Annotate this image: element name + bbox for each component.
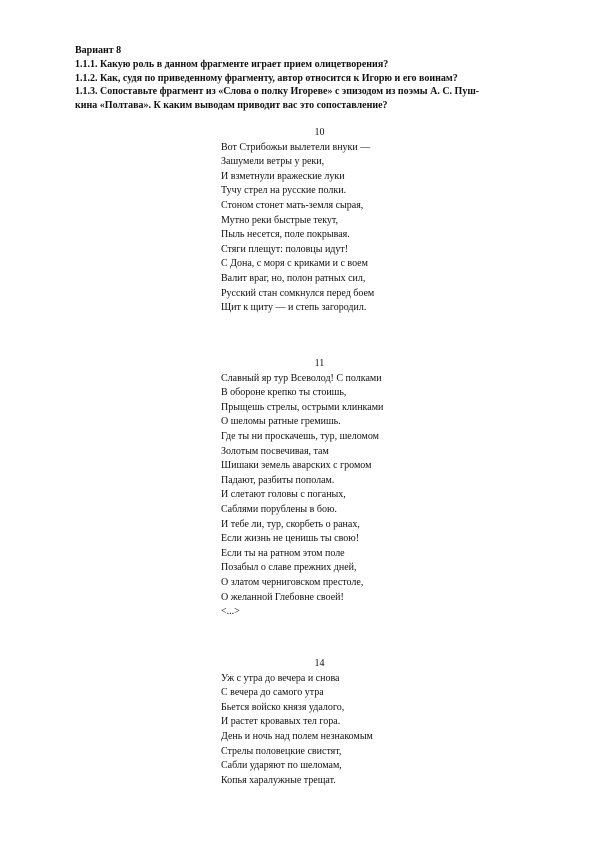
section-number: 10 (314, 127, 325, 138)
poem-section-11 (221, 357, 461, 620)
variant-title: Вариант 8 (75, 45, 122, 56)
poem-line: Тучу стрел на русские полки. (221, 185, 347, 197)
poem-line: Русский стан сомкнулся перед боем (221, 287, 375, 299)
question-1-1-3-line-1: 1.1.3. Сопоставьте фрагмент из «Слова о полку Игореве» с эпизодом из поэмы А. С. Пуш- (75, 86, 480, 98)
poem-line: Славный яр тур Всеволод! С полками (221, 372, 382, 384)
poem-line: Падают, разбиты пополам. (221, 474, 335, 486)
poem-line: Позабыл о славе прежних дней, (221, 562, 357, 574)
question-1-1-2: 1.1.2. Как, судя по приведенному фрагменту, автор относится к Игорю и его воинам? (75, 72, 458, 84)
poem-line: Стяги плещут: половцы идут! (221, 243, 349, 255)
question-1-1-3-line-2: кина «Полтава». К каким выводам приводит вас это сопоставление? (75, 100, 388, 112)
poem-line: Прыщешь стрелы, острыми клинками (221, 401, 384, 413)
poem-line: И слетают головы с поганых, (221, 489, 346, 501)
poem-line: Стрелы половецкие свистят, (221, 745, 342, 757)
poem-line: Копья харалужные трещат. (221, 774, 336, 786)
poem-line: <...> (221, 606, 240, 618)
poem-line: Вот Стрибожьи вылетели внуки — (221, 141, 371, 153)
poem-line: О шеломы ратные гремишь. (221, 416, 341, 428)
poem-line: Щит к щиту — и степь загородил. (221, 302, 367, 314)
poem-line: Если жизнь не ценишь ты свою! (221, 533, 360, 545)
poem-line: И взметнули вражеские луки (221, 170, 345, 182)
poem-lines (221, 141, 461, 316)
poem-line: Валит враг, но, полон ратных сил, (221, 272, 366, 284)
poem-lines (221, 672, 461, 789)
poem-line: Пыль несется, поле покрывая. (221, 229, 350, 241)
poem-line: О желанной Глебовне своей! (221, 591, 344, 603)
task-heading (75, 44, 545, 113)
poem-section-10 (221, 126, 461, 316)
poem-line: С Дона, с моря с криками и с воем (221, 258, 368, 270)
question-1-1-1: 1.1.1. Какую роль в данном фрагменте играет прием олицетворения? (75, 58, 389, 70)
poem-line: День и ночь над полем незнакомым (221, 730, 373, 742)
poem-line: О златом черниговском престоле, (221, 576, 364, 588)
poem-line: И растет кровавых тел гора. (221, 716, 341, 728)
poem-section-14 (221, 657, 461, 788)
poem-line: Уж с утра до вечера и снова (221, 672, 340, 684)
poem-line: Если ты на ратном этом поле (221, 547, 345, 559)
poem-line: Шишаки земель аварских с громом (221, 460, 372, 472)
poem-line: Зашумели ветры у реки, (221, 156, 325, 168)
poem-line: В обороне крепко ты стоишь, (221, 387, 347, 399)
poem-line: Мутно реки быстрые текут, (221, 214, 339, 226)
poem-line: Саблями порублены в бою. (221, 503, 337, 515)
poem-line: С вечера до самого утра (221, 687, 324, 699)
poem-line: Где ты ни проскачешь, тур, шеломом (221, 430, 380, 442)
poem-line: Стоном стонет мать-земля сырая, (221, 199, 364, 211)
poem-line: Сабли ударяют по шеломам, (221, 760, 342, 772)
poem-line: И тебе ли, тур, скорбеть о ранах, (221, 518, 360, 530)
section-number: 14 (314, 658, 325, 669)
poem-line: Золотым посвечивая, там (221, 445, 329, 457)
poem-line: Бьется войско князя удалого, (221, 701, 345, 713)
section-number: 11 (314, 358, 325, 369)
poem-lines (221, 372, 461, 620)
